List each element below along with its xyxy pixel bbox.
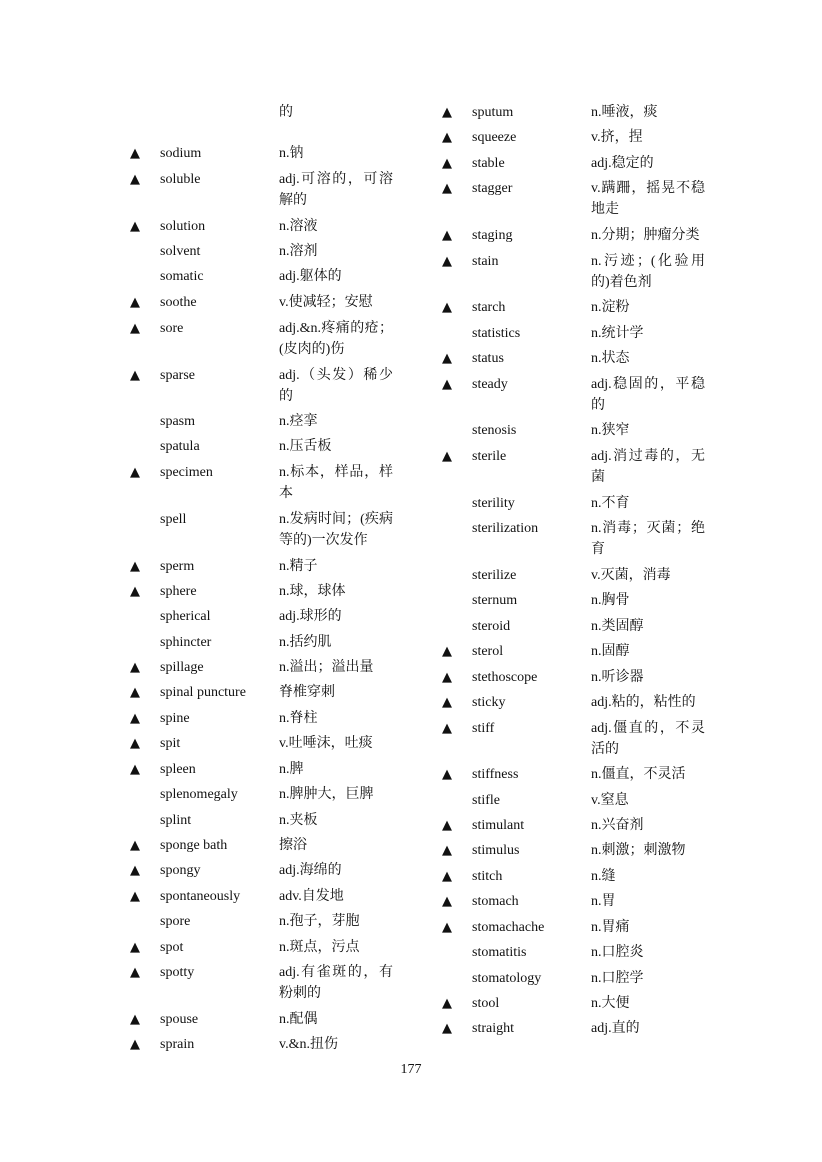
vocab-word: sterilization	[472, 521, 539, 536]
triangle-marker-icon: ▲	[130, 965, 140, 980]
vocab-definition: n.脊柱	[279, 711, 318, 726]
triangle-marker-icon: ▲	[442, 228, 452, 243]
vocab-word: sticky	[472, 695, 506, 710]
vocab-definition: v.窒息	[591, 793, 629, 808]
vocab-definition: n.缝	[591, 869, 616, 884]
vocab-word: straight	[472, 1021, 514, 1036]
vocab-definition: n.压舌板	[279, 439, 332, 454]
vocab-word: spot	[160, 940, 184, 955]
triangle-marker-icon: ▲	[130, 660, 140, 675]
vocab-definition: n.脾	[279, 762, 304, 777]
vocab-definition: n.胃	[591, 894, 616, 909]
vocab-definition: n.淀粉	[591, 300, 630, 315]
triangle-marker-icon: ▲	[130, 736, 140, 751]
vocab-definition: n.精子	[279, 559, 318, 574]
triangle-marker-icon: ▲	[442, 105, 452, 120]
vocab-definition: n.兴奋剂	[591, 818, 644, 833]
vocab-word: stagger	[472, 181, 513, 196]
vocab-definition: n.发病时间；(疾病等的)一次发作	[279, 512, 393, 548]
triangle-marker-icon: ▲	[130, 685, 140, 700]
triangle-marker-icon: ▲	[442, 695, 452, 710]
triangle-marker-icon: ▲	[130, 584, 140, 599]
triangle-marker-icon: ▲	[442, 920, 452, 935]
triangle-marker-icon: ▲	[130, 295, 140, 310]
vocab-definition: n.斑点，污点	[279, 940, 360, 955]
triangle-marker-icon: ▲	[442, 181, 452, 196]
triangle-marker-icon: ▲	[442, 996, 452, 1011]
triangle-marker-icon: ▲	[442, 670, 452, 685]
vocab-word: stomatology	[472, 971, 542, 986]
triangle-marker-icon: ▲	[442, 449, 452, 464]
triangle-marker-icon: ▲	[442, 869, 452, 884]
triangle-marker-icon: ▲	[442, 818, 452, 833]
triangle-marker-icon: ▲	[442, 254, 452, 269]
vocab-word: stimulant	[472, 818, 525, 833]
vocab-definition: n.唾液，痰	[591, 105, 658, 120]
triangle-marker-icon: ▲	[130, 889, 140, 904]
vocab-word: stiff	[472, 721, 495, 736]
vocab-word: sperm	[160, 559, 195, 574]
vocab-definition: n.夹板	[279, 813, 318, 828]
vocab-definition: n.标本，样品，样本	[279, 465, 393, 501]
vocab-word: stomachache	[472, 920, 545, 935]
vocab-definition: n.污迹；(化验用的)着色剂	[591, 254, 705, 290]
vocab-definition: n.大便	[591, 996, 630, 1011]
vocab-definition: v.&n.扭伤	[279, 1037, 338, 1052]
vocab-definition: adj.球形的	[279, 609, 342, 624]
vocab-word: stiffness	[472, 767, 519, 782]
vocab-word: sterol	[472, 644, 504, 659]
triangle-marker-icon: ▲	[130, 762, 140, 777]
vocab-word: spinal puncture	[160, 685, 246, 700]
vocab-definition: adj.稳固的，平稳的	[591, 377, 705, 413]
triangle-marker-icon: ▲	[442, 351, 452, 366]
vocab-word: sore	[160, 321, 184, 336]
triangle-marker-icon: ▲	[442, 156, 452, 171]
vocab-definition: n.统计学	[591, 326, 644, 341]
vocab-word: spit	[160, 736, 181, 751]
vocab-word: sternum	[472, 593, 518, 608]
vocab-definition: n.僵直，不灵活	[591, 767, 686, 782]
vocab-word: sterile	[472, 449, 507, 464]
vocab-definition: n.溶液	[279, 219, 318, 234]
vocab-word: sputum	[472, 105, 514, 120]
vocab-word: sterility	[472, 496, 515, 511]
vocab-definition: adj.躯体的	[279, 269, 342, 284]
vocab-word: stool	[472, 996, 500, 1011]
vocab-word: solution	[160, 219, 206, 234]
vocab-word: sterilize	[472, 568, 517, 583]
triangle-marker-icon: ▲	[130, 711, 140, 726]
triangle-marker-icon: ▲	[442, 300, 452, 315]
vocab-word: stifle	[472, 793, 500, 808]
vocab-definition: n.脾肿大，巨脾	[279, 787, 374, 802]
vocab-definition: n.胸骨	[591, 593, 630, 608]
vocab-word: squeeze	[472, 130, 517, 145]
vocab-word: spleen	[160, 762, 196, 777]
triangle-marker-icon: ▲	[442, 1021, 452, 1036]
vocab-definition: v.蹒跚，摇晃不稳地走	[591, 181, 705, 217]
triangle-marker-icon: ▲	[130, 1037, 140, 1052]
vocab-definition: 的	[279, 105, 293, 120]
vocab-definition: adj.消过毒的，无菌	[591, 449, 705, 485]
vocab-definition: v.吐唾沫，吐痰	[279, 736, 373, 751]
page-number: 177	[400, 1062, 422, 1077]
vocab-definition: v.挤，捏	[591, 130, 643, 145]
vocab-word: splint	[160, 813, 192, 828]
vocab-word: spherical	[160, 609, 211, 624]
vocab-definition: v.灭菌，消毒	[591, 568, 671, 583]
vocab-definition: n.球，球体	[279, 584, 346, 599]
vocab-word: staging	[472, 228, 513, 243]
triangle-marker-icon: ▲	[442, 644, 452, 659]
vocab-word: stain	[472, 254, 499, 269]
vocab-definition: n.类固醇	[591, 619, 644, 634]
vocab-definition: n.钠	[279, 146, 304, 161]
vocab-definition: adj.（头发）稀少的	[279, 368, 393, 404]
triangle-marker-icon: ▲	[442, 377, 452, 392]
vocab-definition: n.括约肌	[279, 635, 332, 650]
vocab-word: sphere	[160, 584, 197, 599]
triangle-marker-icon: ▲	[130, 1012, 140, 1027]
vocab-word: spasm	[160, 414, 195, 429]
vocab-word: spell	[160, 512, 187, 527]
vocab-word: spotty	[160, 965, 195, 980]
triangle-marker-icon: ▲	[442, 767, 452, 782]
vocab-word: specimen	[160, 465, 213, 480]
vocab-word: stethoscope	[472, 670, 538, 685]
vocab-word: status	[472, 351, 504, 366]
vocab-definition: n.状态	[591, 351, 630, 366]
vocab-word: splenomegaly	[160, 787, 238, 802]
vocab-definition: n.刺激；刺激物	[591, 843, 686, 858]
vocab-definition: adv.自发地	[279, 889, 344, 904]
vocab-definition: n.狭窄	[591, 423, 630, 438]
triangle-marker-icon: ▲	[130, 146, 140, 161]
vocab-word: sparse	[160, 368, 195, 383]
vocab-definition: n.溶剂	[279, 244, 318, 259]
vocab-word: spatula	[160, 439, 200, 454]
triangle-marker-icon: ▲	[130, 172, 140, 187]
vocab-definition: n.痉挛	[279, 414, 318, 429]
triangle-marker-icon: ▲	[130, 368, 140, 383]
vocab-word: sponge bath	[160, 838, 228, 853]
vocab-definition: adj.可溶的，可溶解的	[279, 172, 393, 208]
triangle-marker-icon: ▲	[130, 219, 140, 234]
vocab-definition: adj.&n.疼痛的疮；(皮肉的)伤	[279, 321, 393, 357]
vocab-definition: adj.粘的，粘性的	[591, 695, 696, 710]
vocab-word: stable	[472, 156, 505, 171]
vocab-word: spongy	[160, 863, 201, 878]
vocab-word: sodium	[160, 146, 202, 161]
triangle-marker-icon: ▲	[130, 321, 140, 336]
vocab-word: steroid	[472, 619, 511, 634]
vocab-word: solvent	[160, 244, 201, 259]
vocab-definition: n.分期；肿瘤分类	[591, 228, 700, 243]
vocab-word: stenosis	[472, 423, 517, 438]
triangle-marker-icon: ▲	[130, 465, 140, 480]
vocab-word: starch	[472, 300, 506, 315]
vocab-word: sprain	[160, 1037, 195, 1052]
vocab-word: spillage	[160, 660, 204, 675]
vocab-word: somatic	[160, 269, 204, 284]
vocab-definition: n.听诊器	[591, 670, 644, 685]
vocab-definition: adj.僵直的，不灵活的	[591, 721, 705, 757]
vocab-word: stomatitis	[472, 945, 527, 960]
vocab-definition: adj.海绵的	[279, 863, 342, 878]
triangle-marker-icon: ▲	[442, 130, 452, 145]
vocab-definition: n.口腔学	[591, 971, 644, 986]
vocab-word: spore	[160, 914, 191, 929]
triangle-marker-icon: ▲	[130, 940, 140, 955]
vocab-definition: n.溢出；溢出量	[279, 660, 374, 675]
triangle-marker-icon: ▲	[130, 863, 140, 878]
vocab-definition: n.不育	[591, 496, 630, 511]
vocab-word: stitch	[472, 869, 503, 884]
vocab-word: soothe	[160, 295, 197, 310]
vocab-word: statistics	[472, 326, 521, 341]
vocab-word: spouse	[160, 1012, 199, 1027]
vocab-definition: adj.有雀斑的，有粉刺的	[279, 965, 393, 1001]
vocab-word: stimulus	[472, 843, 520, 858]
vocab-definition: 擦浴	[279, 838, 307, 853]
vocab-word: sphincter	[160, 635, 212, 650]
vocab-definition: n.配偶	[279, 1012, 318, 1027]
vocab-word: soluble	[160, 172, 201, 187]
vocab-definition: adj.稳定的	[591, 156, 654, 171]
triangle-marker-icon: ▲	[130, 838, 140, 853]
vocab-definition: n.孢子，芽胞	[279, 914, 360, 929]
triangle-marker-icon: ▲	[442, 721, 452, 736]
vocab-word: steady	[472, 377, 508, 392]
vocab-definition: n.胃痛	[591, 920, 630, 935]
triangle-marker-icon: ▲	[442, 894, 452, 909]
vocab-definition: adj.直的	[591, 1021, 640, 1036]
vocab-definition: n.消毒；灭菌；绝育	[591, 521, 705, 557]
vocab-definition: n.固醇	[591, 644, 630, 659]
vocab-definition: 脊椎穿刺	[279, 685, 335, 700]
vocab-word: stomach	[472, 894, 519, 909]
vocab-word: spontaneously	[160, 889, 241, 904]
triangle-marker-icon: ▲	[442, 843, 452, 858]
vocab-word: spine	[160, 711, 190, 726]
vocab-definition: v.使减轻；安慰	[279, 295, 373, 310]
vocab-definition: n.口腔炎	[591, 945, 644, 960]
triangle-marker-icon: ▲	[130, 559, 140, 574]
